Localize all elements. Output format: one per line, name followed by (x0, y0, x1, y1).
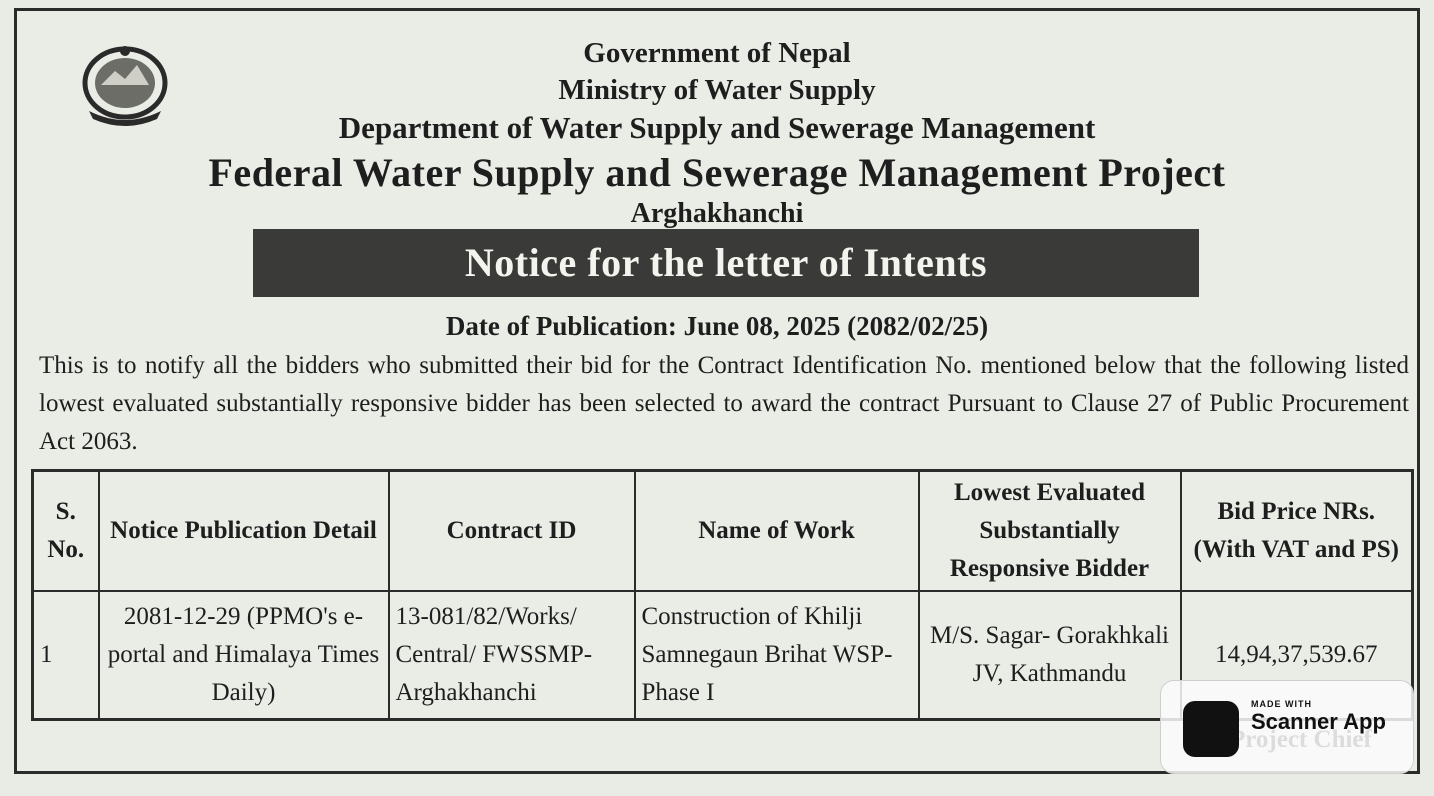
col-header-sno: S. No. (33, 471, 99, 592)
scanner-app-icon (1183, 701, 1239, 757)
publication-date: Date of Publication: June 08, 2025 (2082/02/25) (445, 311, 989, 341)
col-header-bidder: Lowest Evaluated Substantially Responsive Bidder (919, 471, 1181, 592)
notice-banner: Notice for the letter of Intents (253, 229, 1199, 297)
cell-notice: 2081-12-29 (PPMO's e-portal and Himalaya Times Daily) (99, 591, 389, 720)
intro-paragraph: This is to notify all the bidders who submitted their bid for the Contract Identification No. mentioned below that the following listed lowest evaluated substantially responsive bidder has been selected to award the contract Pursuant to Clause 27 of Public Procurement Act 2063. (39, 352, 1409, 455)
project-title: Federal Water Supply and Sewerage Management Project (208, 150, 1226, 195)
government-title: Government of Nepal (583, 37, 851, 69)
cell-work: Construction of Khilji Samnegaun Brihat WSP-Phase I (635, 591, 919, 720)
table-header-row (33, 471, 1413, 592)
cell-sno: 1 (33, 591, 99, 720)
location-title: Arghakhanchi (630, 198, 804, 229)
scanner-watermark (1160, 680, 1414, 774)
watermark-app-name: Scanner App (1251, 709, 1386, 734)
cell-price: 14,94,37,539.67 (1181, 591, 1413, 720)
col-header-contract-id: Contract ID (389, 471, 635, 592)
cell-bidder: M/S. Sagar- Gorakhkali JV, Kathmandu (919, 591, 1181, 720)
col-header-price: Bid Price NRs. (With VAT and PS) (1181, 471, 1413, 592)
col-header-work: Name of Work (635, 471, 919, 592)
notice-frame (14, 8, 1420, 774)
watermark-made-with: MADE WITH (1251, 699, 1312, 709)
col-header-notice: Notice Publication Detail (99, 471, 389, 592)
cell-contract-id: 13-081/82/Works/ Central/ FWSSMP- Arghakhanchi (389, 591, 635, 720)
ministry-title: Ministry of Water Supply (558, 74, 876, 106)
department-title: Department of Water Supply and Sewerage Management (338, 110, 1096, 145)
